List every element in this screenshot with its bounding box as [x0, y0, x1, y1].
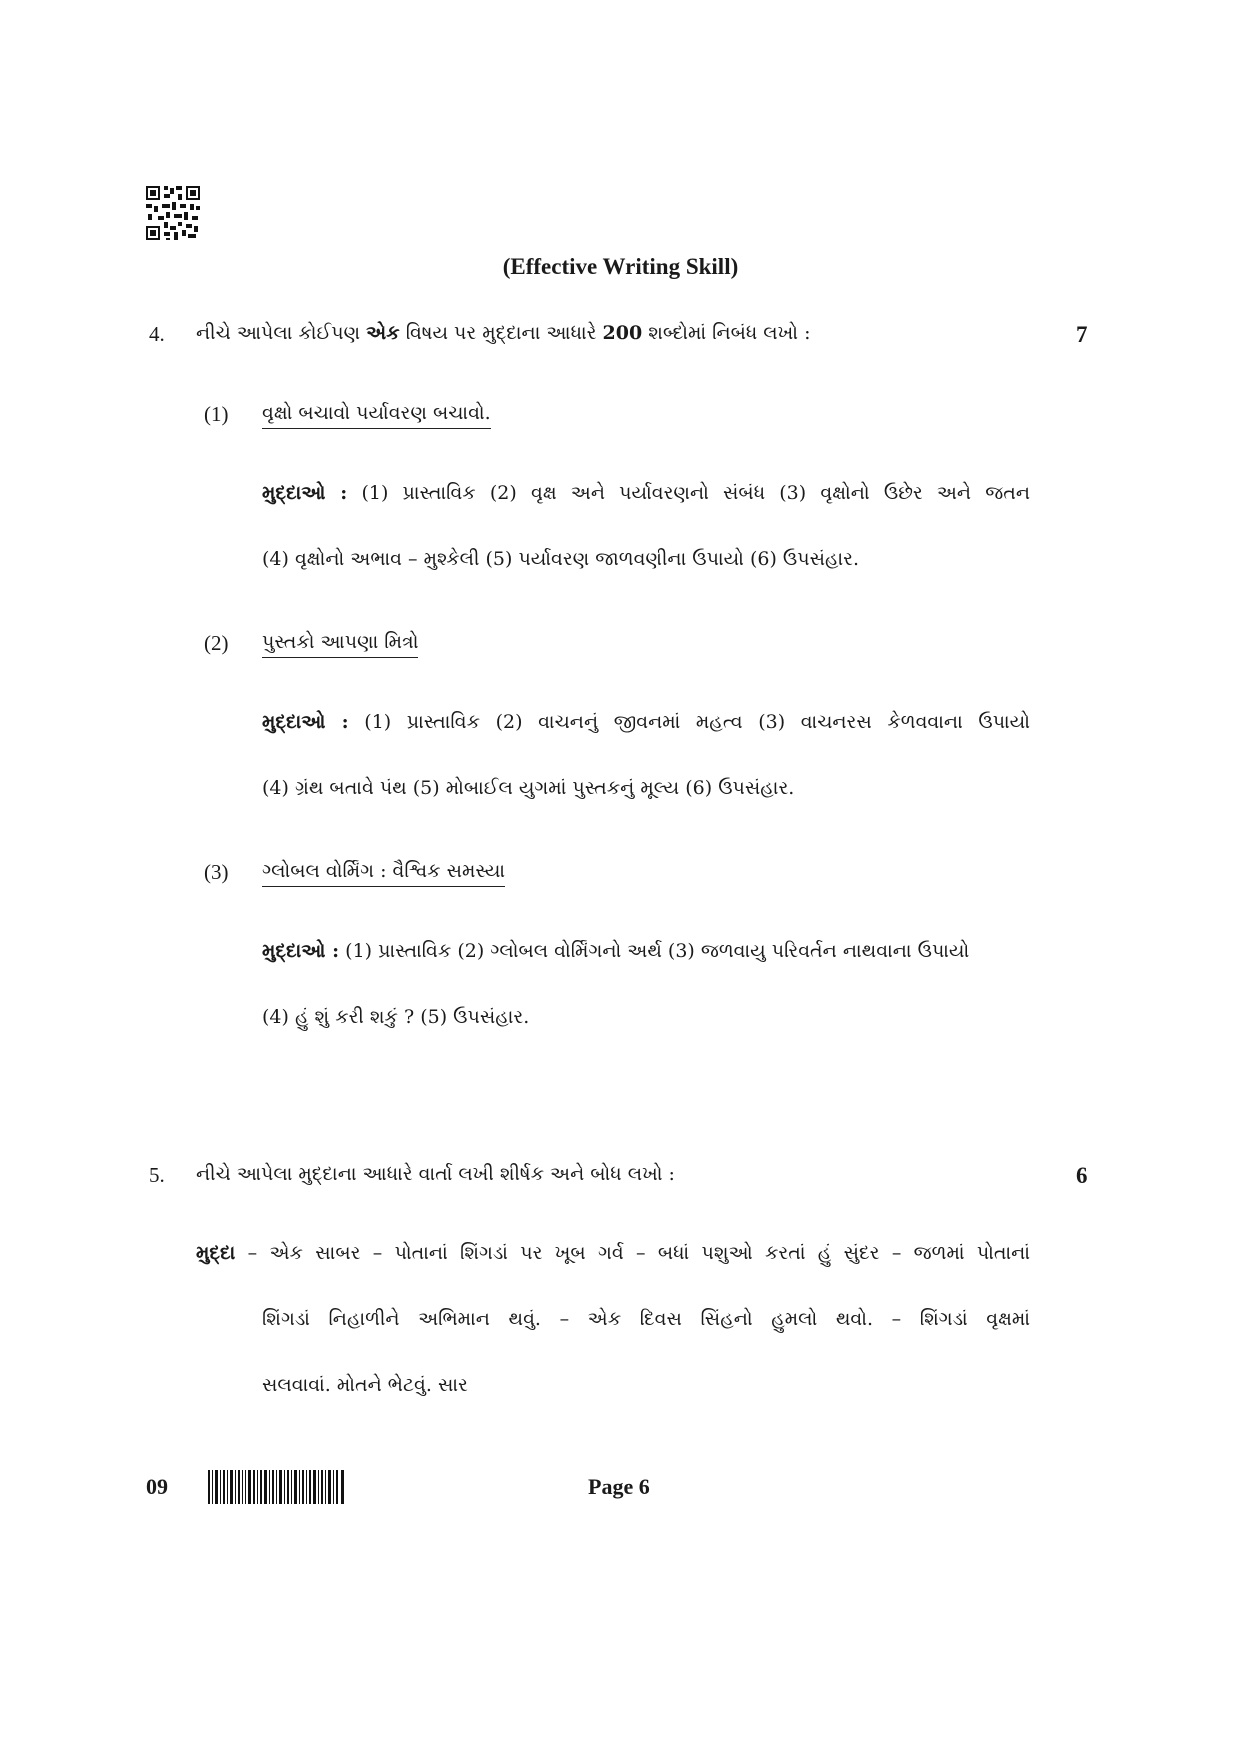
section-title: (Effective Writing Skill) [502, 254, 739, 279]
option-1-number: (1) [204, 402, 229, 426]
option-2-points-line-2: (4) ગ્રંથ બતાવે પંથ (5) મોબાઈલ યુગમાં પુસ્તકનું મૂલ્ય (6) ઉપસંહાર. [262, 777, 795, 799]
paper-code: 09 [146, 1474, 168, 1499]
question-5-marks: 6 [1076, 1163, 1088, 1188]
option-3-topic: ગ્લોબલ વોર્મિંગ : વૈશ્વિક સમસ્યા [262, 860, 505, 887]
option-3-number: (3) [204, 860, 229, 884]
option-3-points-label: મુદ્દાઓ : [262, 940, 340, 962]
option-3-points-line-2: (4) હું શું કરી શકું ? (5) ઉપસંહાર. [262, 1006, 530, 1028]
option-1-topic: વૃક્ષો બચાવો પર્યાવરણ બચાવો. [262, 402, 491, 429]
question-5-number: 5. [149, 1163, 165, 1187]
option-2-number: (2) [204, 631, 229, 655]
question-5-line-1: મુદ્દા – એક સાબર – પોતાનાં શિંગડાં પર ખૂબ ગર્વ – બધાં પશુઓ કરતાં હું સુંદર – જળમાં પોતાનાં [196, 1242, 1030, 1264]
question-5-line-3: સલવાવાં. મોતને ભેટવું. સાર [262, 1374, 468, 1396]
option-2-topic: પુસ્તકો આપણા મિત્રો [262, 631, 418, 658]
option-1-points-line-2: (4) વૃક્ષોનો અભાવ – મુશ્કેલી (5) પર્યાવરણ જાળવણીના ઉપાયો (6) ઉપસંહાર. [262, 548, 860, 570]
question-5-points-label: મુદ્દા [196, 1242, 236, 1264]
question-5-line-2: શિંગડાં નિહાળીને અભિમાન થવું. – એક દિવસ સિંહનો હુમલો થવો. – શિંગડાં વૃક્ષમાં [262, 1308, 1030, 1330]
question-4-marks: 7 [1076, 322, 1088, 347]
option-1-points-line-1: મુદ્દાઓ : (1) પ્રાસ્તાવિક (2) વૃક્ષ અને પર્યાવરણનો સંબંધ (3) વૃક્ષોનો ઉછેર અને જતન [262, 482, 1030, 504]
question-5-text: નીચે આપેલા મુદ્દાના આધારે વાર્તા લખી શીર્ષક અને બોધ લખો : [196, 1163, 675, 1185]
question-4-bold-one: એક [366, 322, 400, 344]
page-number: Page 6 [588, 1474, 650, 1499]
barcode-icon [208, 1470, 344, 1504]
option-1-points-label: મુદ્દાઓ : [262, 482, 348, 504]
question-4-word-count: 200 [602, 322, 643, 344]
option-2-points-line-1: મુદ્દાઓ : (1) પ્રાસ્તાવિક (2) વાચનનું જીવનમાં મહત્વ (3) વાચનરસ કેળવવાના ઉપાયો [262, 711, 1030, 733]
qr-code-icon [146, 186, 200, 240]
option-2-points-label: મુદ્દાઓ : [262, 711, 349, 733]
question-4-text: નીચે આપેલા કોઈપણ એક વિષય પર મુદ્દાના આધારે 200 શબ્દોમાં નિબંધ લખો : [196, 322, 811, 344]
question-4-number: 4. [149, 322, 165, 346]
option-3-points-line-1: મુદ્દાઓ : (1) પ્રાસ્તાવિક (2) ગ્લોબલ વોર્મિંગનો અર્થ (3) જળવાયુ પરિવર્તન નાથવાના ઉપાયો [262, 940, 970, 962]
